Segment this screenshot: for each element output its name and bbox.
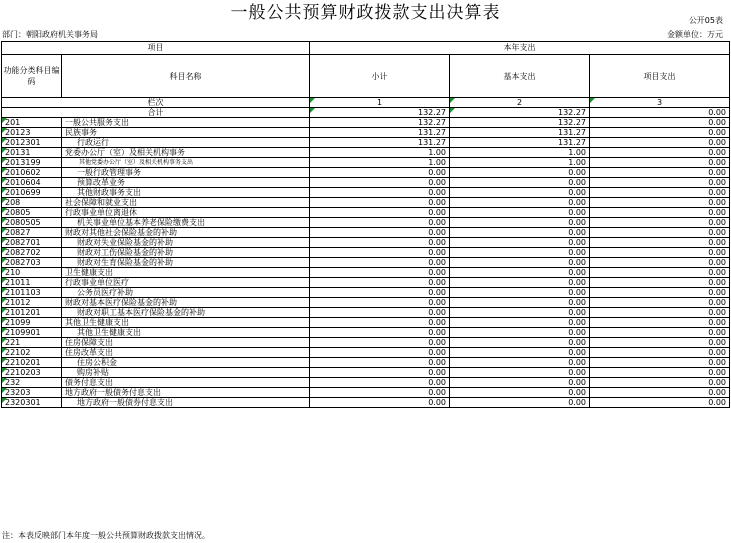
row-code: 2010604 bbox=[2, 178, 62, 188]
table-row bbox=[2, 348, 730, 358]
current-year-header: 本年支出 bbox=[310, 42, 730, 55]
row-subtotal: 0.00 bbox=[310, 168, 450, 178]
row-code: 210 bbox=[2, 268, 62, 278]
table-row bbox=[2, 238, 730, 248]
item-header: 项目 bbox=[2, 42, 310, 55]
row-name: 机关事业单位基本养老保险缴费支出 bbox=[62, 218, 310, 228]
row-subtotal: 0.00 bbox=[310, 178, 450, 188]
row-basic: 0.00 bbox=[450, 278, 590, 288]
code-header: 功能分类科目编码 bbox=[2, 55, 62, 98]
row-project: 0.00 bbox=[590, 308, 730, 318]
header-row-2 bbox=[2, 55, 730, 98]
table-row bbox=[2, 258, 730, 268]
row-subtotal: 0.00 bbox=[310, 318, 450, 328]
row-code: 2109901 bbox=[2, 328, 62, 338]
row-basic: 0.00 bbox=[450, 248, 590, 258]
total-basic: 132.27 bbox=[450, 108, 590, 118]
row-name: 行政运行 bbox=[62, 138, 310, 148]
row-basic: 0.00 bbox=[450, 288, 590, 298]
col-number-2: 2 bbox=[450, 98, 590, 108]
row-project: 0.00 bbox=[590, 228, 730, 238]
row-name: 住房保障支出 bbox=[62, 338, 310, 348]
row-subtotal: 0.00 bbox=[310, 228, 450, 238]
row-name: 财政对其他社会保险基金的补助 bbox=[62, 228, 310, 238]
row-project: 0.00 bbox=[590, 178, 730, 188]
row-code: 2082702 bbox=[2, 248, 62, 258]
row-name: 其他财政事务支出 bbox=[62, 188, 310, 198]
row-project: 0.00 bbox=[590, 278, 730, 288]
row-code: 21011 bbox=[2, 278, 62, 288]
department-label: 部门：朝阳政府机关事务局 bbox=[2, 30, 98, 39]
row-name: 财政对工伤保险基金的补助 bbox=[62, 248, 310, 258]
row-project: 0.00 bbox=[590, 338, 730, 348]
row-code: 21012 bbox=[2, 298, 62, 308]
col-number-1: 1 bbox=[310, 98, 450, 108]
row-code: 2101103 bbox=[2, 288, 62, 298]
row-basic: 0.00 bbox=[450, 178, 590, 188]
row-name: 行政事业单位医疗 bbox=[62, 278, 310, 288]
row-basic: 0.00 bbox=[450, 378, 590, 388]
row-basic: 0.00 bbox=[450, 338, 590, 348]
row-subtotal: 0.00 bbox=[310, 338, 450, 348]
col-number-3: 3 bbox=[590, 98, 730, 108]
row-code: 21099 bbox=[2, 318, 62, 328]
row-project: 0.00 bbox=[590, 128, 730, 138]
row-code: 2210201 bbox=[2, 358, 62, 368]
row-name: 一般公共服务支出 bbox=[62, 118, 310, 128]
row-basic: 131.27 bbox=[450, 138, 590, 148]
row-subtotal: 0.00 bbox=[310, 188, 450, 198]
table-row bbox=[2, 218, 730, 228]
row-subtotal: 1.00 bbox=[310, 148, 450, 158]
row-subtotal: 0.00 bbox=[310, 308, 450, 318]
row-code: 2080505 bbox=[2, 218, 62, 228]
table-row bbox=[2, 198, 730, 208]
row-basic: 0.00 bbox=[450, 238, 590, 248]
row-subtotal: 0.00 bbox=[310, 288, 450, 298]
table-row bbox=[2, 208, 730, 218]
row-name: 预算改革业务 bbox=[62, 178, 310, 188]
row-project: 0.00 bbox=[590, 258, 730, 268]
project-header: 项目支出 bbox=[590, 55, 730, 98]
row-name: 财政对失业保险基金的补助 bbox=[62, 238, 310, 248]
subtotal-header: 小计 bbox=[310, 55, 450, 98]
row-project: 0.00 bbox=[590, 378, 730, 388]
row-subtotal: 0.00 bbox=[310, 298, 450, 308]
row-label: 栏次 bbox=[2, 98, 310, 108]
table-row bbox=[2, 138, 730, 148]
row-code: 2210203 bbox=[2, 368, 62, 378]
row-project: 0.00 bbox=[590, 208, 730, 218]
row-basic: 0.00 bbox=[450, 198, 590, 208]
row-name: 购房补贴 bbox=[62, 368, 310, 378]
row-name: 财政对基本医疗保险基金的补助 bbox=[62, 298, 310, 308]
basic-header: 基本支出 bbox=[450, 55, 590, 98]
row-basic: 0.00 bbox=[450, 188, 590, 198]
row-project: 0.00 bbox=[590, 168, 730, 178]
total-label: 合计 bbox=[2, 108, 310, 118]
table-row bbox=[2, 228, 730, 238]
row-basic: 0.00 bbox=[450, 208, 590, 218]
row-subtotal: 0.00 bbox=[310, 198, 450, 208]
form-code: 公开05表 bbox=[688, 16, 723, 25]
row-name: 财政对生育保险基金的补助 bbox=[62, 258, 310, 268]
row-basic: 0.00 bbox=[450, 268, 590, 278]
row-code: 2012301 bbox=[2, 138, 62, 148]
row-subtotal: 0.00 bbox=[310, 218, 450, 228]
row-code: 2082703 bbox=[2, 258, 62, 268]
row-project: 0.00 bbox=[590, 238, 730, 248]
row-subtotal: 0.00 bbox=[310, 358, 450, 368]
row-subtotal: 0.00 bbox=[310, 248, 450, 258]
table-row bbox=[2, 158, 730, 168]
row-subtotal: 0.00 bbox=[310, 278, 450, 288]
row-subtotal: 0.00 bbox=[310, 398, 450, 408]
table-row bbox=[2, 188, 730, 198]
table-row bbox=[2, 368, 730, 378]
table-row bbox=[2, 318, 730, 328]
row-project: 0.00 bbox=[590, 398, 730, 408]
footer-note: 注：本表反映部门本年度一般公共预算财政拨款支出情况。 bbox=[2, 531, 210, 540]
row-project: 0.00 bbox=[590, 138, 730, 148]
row-name: 财政对职工基本医疗保险基金的补助 bbox=[62, 308, 310, 318]
row-project: 0.00 bbox=[590, 148, 730, 158]
row-project: 0.00 bbox=[590, 188, 730, 198]
header-row-1 bbox=[2, 42, 730, 55]
row-code: 23203 bbox=[2, 388, 62, 398]
row-subtotal: 0.00 bbox=[310, 368, 450, 378]
row-name: 住房改革支出 bbox=[62, 348, 310, 358]
table-row bbox=[2, 338, 730, 348]
row-basic: 0.00 bbox=[450, 318, 590, 328]
expenditure-table bbox=[1, 41, 730, 408]
row-subtotal: 132.27 bbox=[310, 118, 450, 128]
table-row bbox=[2, 128, 730, 138]
row-project: 0.00 bbox=[590, 368, 730, 378]
row-project: 0.00 bbox=[590, 328, 730, 338]
row-basic: 132.27 bbox=[450, 118, 590, 128]
row-code: 2013199 bbox=[2, 158, 62, 168]
row-project: 0.00 bbox=[590, 218, 730, 228]
row-project: 0.00 bbox=[590, 358, 730, 368]
row-code: 221 bbox=[2, 338, 62, 348]
table-row bbox=[2, 358, 730, 368]
row-subtotal: 0.00 bbox=[310, 388, 450, 398]
row-code: 2082701 bbox=[2, 238, 62, 248]
row-code: 232 bbox=[2, 378, 62, 388]
row-subtotal: 131.27 bbox=[310, 138, 450, 148]
table-row bbox=[2, 168, 730, 178]
row-subtotal: 0.00 bbox=[310, 208, 450, 218]
column-number-row bbox=[2, 98, 730, 108]
table-row bbox=[2, 178, 730, 188]
row-project: 0.00 bbox=[590, 288, 730, 298]
row-name: 其他党委办公厅（室）及相关机构事务支出 bbox=[62, 158, 310, 168]
row-code: 20827 bbox=[2, 228, 62, 238]
row-basic: 0.00 bbox=[450, 308, 590, 318]
unit-label: 金额单位：万元 bbox=[667, 30, 723, 39]
total-subtotal: 132.27 bbox=[310, 108, 450, 118]
row-subtotal: 0.00 bbox=[310, 378, 450, 388]
row-basic: 1.00 bbox=[450, 158, 590, 168]
row-project: 0.00 bbox=[590, 348, 730, 358]
row-basic: 0.00 bbox=[450, 398, 590, 408]
row-name: 地方政府一般债务付息支出 bbox=[62, 388, 310, 398]
row-code: 2010699 bbox=[2, 188, 62, 198]
row-code: 2010602 bbox=[2, 168, 62, 178]
row-name: 其他卫生健康支出 bbox=[62, 318, 310, 328]
row-basic: 0.00 bbox=[450, 218, 590, 228]
row-basic: 0.00 bbox=[450, 358, 590, 368]
row-project: 0.00 bbox=[590, 118, 730, 128]
row-basic: 0.00 bbox=[450, 388, 590, 398]
row-project: 0.00 bbox=[590, 298, 730, 308]
row-basic: 0.00 bbox=[450, 328, 590, 338]
row-project: 0.00 bbox=[590, 318, 730, 328]
row-basic: 0.00 bbox=[450, 258, 590, 268]
table-row bbox=[2, 268, 730, 278]
row-subtotal: 0.00 bbox=[310, 348, 450, 358]
row-name: 地方政府一般债券付息支出 bbox=[62, 398, 310, 408]
table-row bbox=[2, 308, 730, 318]
row-project: 0.00 bbox=[590, 198, 730, 208]
table-row bbox=[2, 298, 730, 308]
row-basic: 0.00 bbox=[450, 348, 590, 358]
row-code: 2320301 bbox=[2, 398, 62, 408]
row-basic: 0.00 bbox=[450, 168, 590, 178]
row-subtotal: 0.00 bbox=[310, 328, 450, 338]
table-row bbox=[2, 328, 730, 338]
row-code: 2101201 bbox=[2, 308, 62, 318]
row-subtotal: 0.00 bbox=[310, 238, 450, 248]
row-name: 公务员医疗补助 bbox=[62, 288, 310, 298]
table-row bbox=[2, 278, 730, 288]
row-name: 党委办公厅（室）及相关机构事务 bbox=[62, 148, 310, 158]
row-name: 一般行政管理事务 bbox=[62, 168, 310, 178]
row-basic: 0.00 bbox=[450, 228, 590, 238]
row-name: 卫生健康支出 bbox=[62, 268, 310, 278]
row-name: 住房公积金 bbox=[62, 358, 310, 368]
row-name: 行政事业单位离退休 bbox=[62, 208, 310, 218]
total-project: 0.00 bbox=[590, 108, 730, 118]
row-code: 20131 bbox=[2, 148, 62, 158]
row-project: 0.00 bbox=[590, 158, 730, 168]
row-name: 债务付息支出 bbox=[62, 378, 310, 388]
row-subtotal: 131.27 bbox=[310, 128, 450, 138]
row-project: 0.00 bbox=[590, 268, 730, 278]
row-code: 201 bbox=[2, 118, 62, 128]
row-basic: 0.00 bbox=[450, 368, 590, 378]
row-code: 22102 bbox=[2, 348, 62, 358]
row-name: 社会保障和就业支出 bbox=[62, 198, 310, 208]
total-row bbox=[2, 108, 730, 118]
page-title: 一般公共预算财政拨款支出决算表 bbox=[230, 3, 501, 23]
row-code: 208 bbox=[2, 198, 62, 208]
table-row bbox=[2, 148, 730, 158]
row-code: 20805 bbox=[2, 208, 62, 218]
row-basic: 0.00 bbox=[450, 298, 590, 308]
row-code: 20123 bbox=[2, 128, 62, 138]
row-project: 0.00 bbox=[590, 388, 730, 398]
table-row bbox=[2, 248, 730, 258]
table-row bbox=[2, 118, 730, 128]
row-name: 其他卫生健康支出 bbox=[62, 328, 310, 338]
table-row bbox=[2, 378, 730, 388]
table-row bbox=[2, 398, 730, 408]
row-project: 0.00 bbox=[590, 248, 730, 258]
row-subtotal: 0.00 bbox=[310, 268, 450, 278]
table-row bbox=[2, 388, 730, 398]
row-name: 民族事务 bbox=[62, 128, 310, 138]
row-basic: 131.27 bbox=[450, 128, 590, 138]
row-basic: 1.00 bbox=[450, 148, 590, 158]
table-row bbox=[2, 288, 730, 298]
row-subtotal: 1.00 bbox=[310, 158, 450, 168]
row-subtotal: 0.00 bbox=[310, 258, 450, 268]
name-header: 科目名称 bbox=[62, 55, 310, 98]
